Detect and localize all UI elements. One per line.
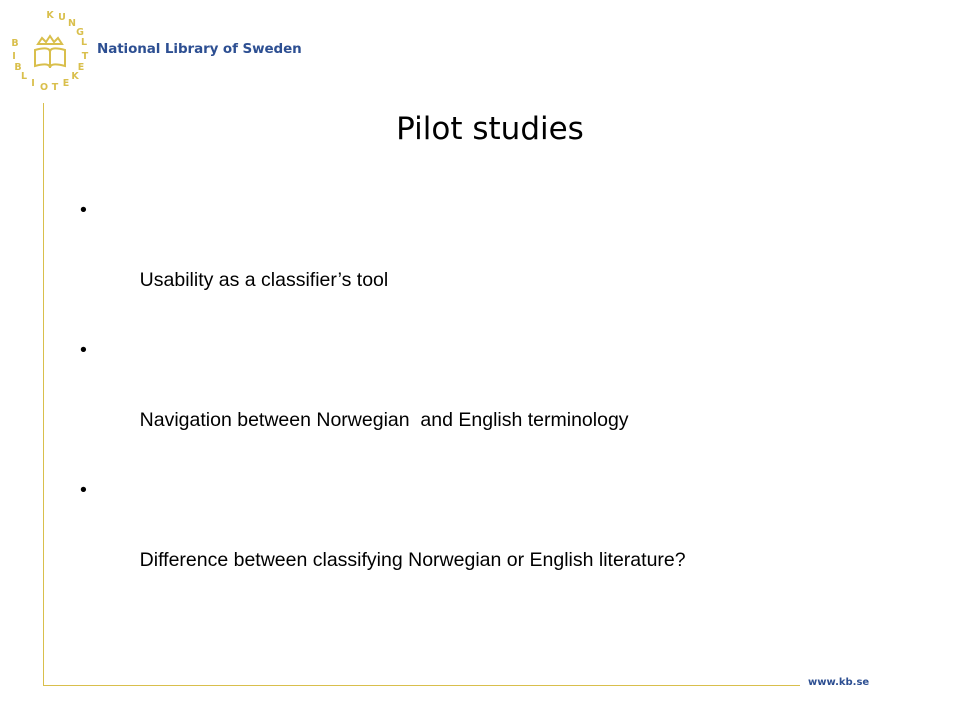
svg-text:B: B xyxy=(14,62,22,73)
svg-text:I: I xyxy=(12,51,16,62)
slide-title: Pilot studies xyxy=(396,111,584,147)
kb-logo xyxy=(4,6,96,98)
bullet-text: Usability as a classifier’s tool xyxy=(139,269,389,291)
vertical-rule xyxy=(43,103,44,686)
svg-text:O: O xyxy=(39,82,49,93)
svg-text:T: T xyxy=(51,82,59,93)
website-link[interactable]: www.kb.se xyxy=(808,677,870,688)
svg-text:T: T xyxy=(81,51,89,62)
bullet-item xyxy=(80,473,686,613)
svg-text:I: I xyxy=(31,78,35,89)
svg-text:N: N xyxy=(68,18,76,29)
svg-text:K: K xyxy=(71,71,79,82)
svg-text:G: G xyxy=(76,27,84,38)
bullet-icon: • xyxy=(80,479,87,501)
bullet-text: Difference between classifying Norwegian or English literature? xyxy=(139,549,686,571)
bullet-icon: • xyxy=(80,199,87,221)
bullet-item xyxy=(80,193,686,333)
bullet-item xyxy=(80,333,686,473)
bullet-icon: • xyxy=(80,339,87,361)
crown-book-icon xyxy=(4,6,96,98)
org-name: National Library of Sweden xyxy=(97,41,302,57)
bullet-text: Navigation between Norwegian and English terminology xyxy=(139,409,629,431)
svg-text:K: K xyxy=(46,10,54,21)
svg-text:E: E xyxy=(62,78,70,89)
svg-text:B: B xyxy=(11,38,19,49)
svg-text:L: L xyxy=(20,71,28,82)
svg-text:L: L xyxy=(80,37,88,48)
bullet-list xyxy=(80,193,686,613)
svg-text:E: E xyxy=(77,62,85,73)
horizontal-rule xyxy=(43,685,800,686)
svg-text:U: U xyxy=(58,12,66,23)
